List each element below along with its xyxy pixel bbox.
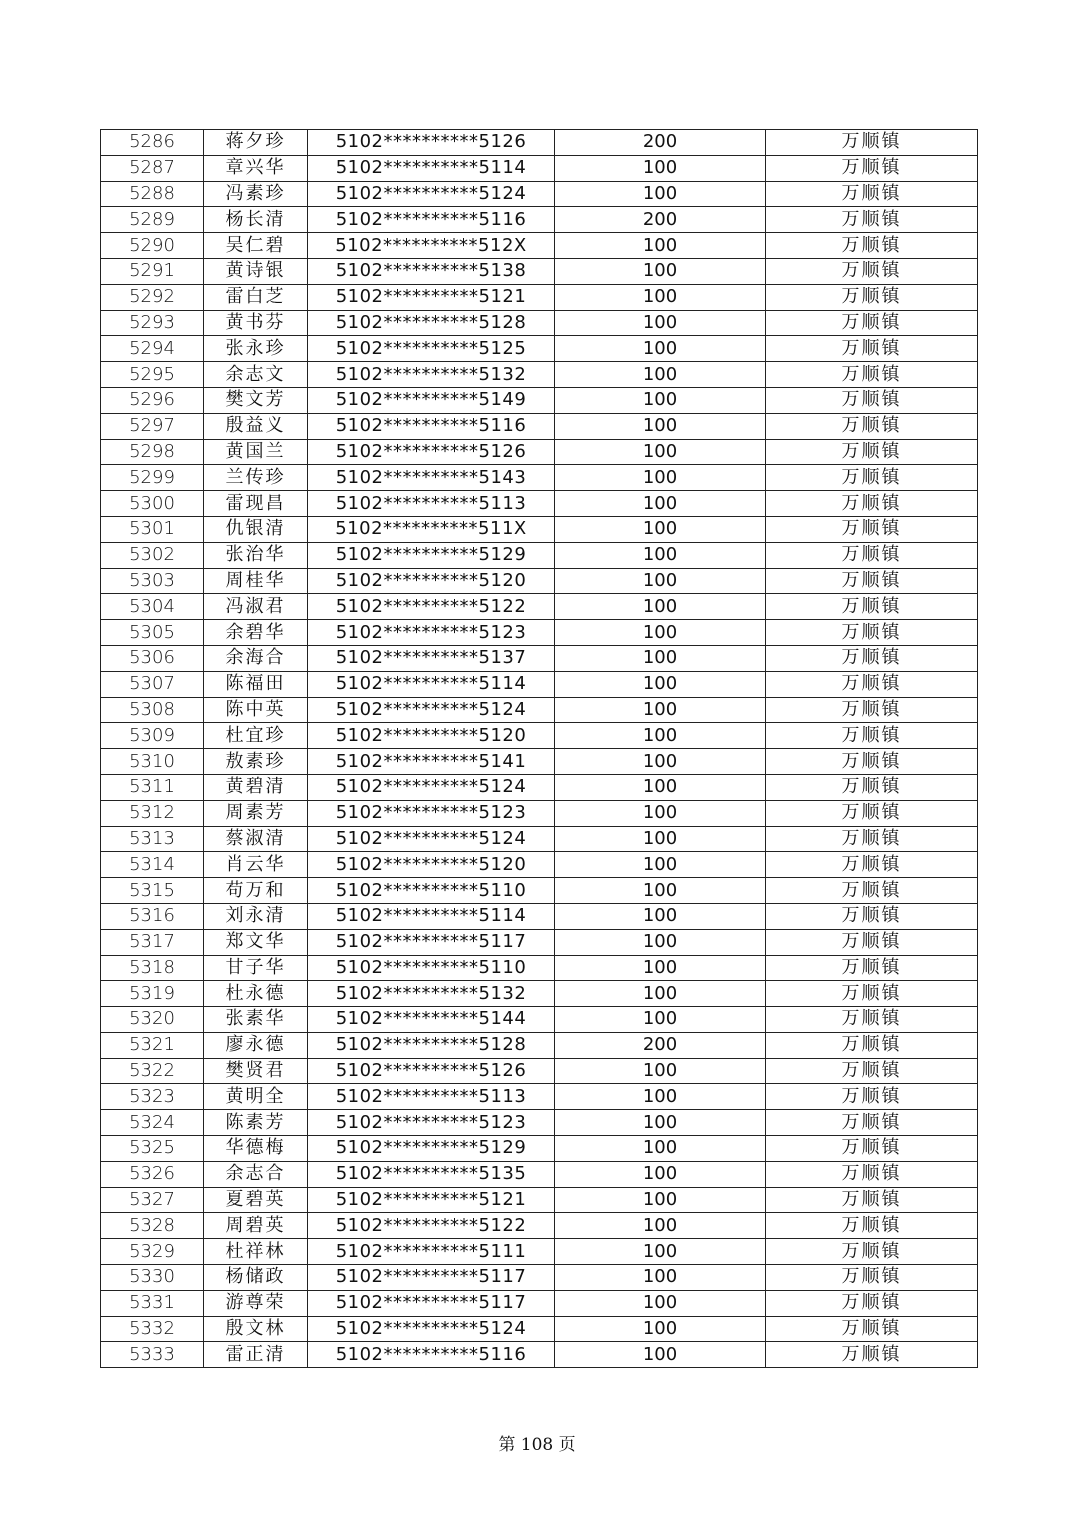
name-cell: 殷文林 [204,1316,308,1342]
id-number-cell: 5102**********5114 [308,155,555,181]
town-cell: 万顺镇 [766,181,978,207]
table-row [101,1084,978,1110]
row-number-cell: 5289 [101,207,204,233]
row-number-cell: 5319 [101,981,204,1007]
id-number-cell: 5102**********5149 [308,387,555,413]
town-cell: 万顺镇 [766,955,978,981]
table-row [101,284,978,310]
name-cell: 章兴华 [204,155,308,181]
town-cell: 万顺镇 [766,516,978,542]
row-number-cell: 5333 [101,1342,204,1368]
id-number-cell: 5102**********5110 [308,878,555,904]
id-number-cell: 5102**********5123 [308,1110,555,1136]
id-number-cell: 5102**********5116 [308,413,555,439]
town-cell: 万顺镇 [766,1239,978,1265]
row-number-cell: 5292 [101,284,204,310]
amount-cell: 100 [555,1342,766,1368]
table-row [101,387,978,413]
town-cell: 万顺镇 [766,1136,978,1162]
town-cell: 万顺镇 [766,387,978,413]
amount-cell: 100 [555,929,766,955]
row-number-cell: 5321 [101,1032,204,1058]
name-cell: 华德梅 [204,1136,308,1162]
amount-cell: 100 [555,1187,766,1213]
row-number-cell: 5291 [101,258,204,284]
table-row [101,1136,978,1162]
town-cell: 万顺镇 [766,1342,978,1368]
name-cell: 廖永德 [204,1032,308,1058]
amount-cell: 100 [555,594,766,620]
amount-cell: 100 [555,903,766,929]
table-row [101,310,978,336]
id-number-cell: 5102**********5124 [308,181,555,207]
town-cell: 万顺镇 [766,929,978,955]
name-cell: 陈中英 [204,697,308,723]
amount-cell: 200 [555,1032,766,1058]
id-number-cell: 5102**********5128 [308,1032,555,1058]
id-number-cell: 5102**********5120 [308,852,555,878]
name-cell: 仇银清 [204,516,308,542]
row-number-cell: 5313 [101,826,204,852]
row-number-cell: 5288 [101,181,204,207]
id-number-cell: 5102**********5117 [308,929,555,955]
row-number-cell: 5302 [101,542,204,568]
row-number-cell: 5316 [101,903,204,929]
town-cell: 万顺镇 [766,903,978,929]
table-row [101,181,978,207]
table-row [101,1110,978,1136]
name-cell: 蒋夕珍 [204,130,308,156]
id-number-cell: 5102**********5123 [308,800,555,826]
id-number-cell: 5102**********5129 [308,1136,555,1162]
amount-cell: 100 [555,723,766,749]
amount-cell: 100 [555,878,766,904]
id-number-cell: 5102**********5113 [308,1084,555,1110]
amount-cell: 100 [555,1316,766,1342]
name-cell: 兰传珍 [204,465,308,491]
id-number-cell: 5102**********5128 [308,310,555,336]
town-cell: 万顺镇 [766,1084,978,1110]
amount-cell: 100 [555,1007,766,1033]
table-row [101,1161,978,1187]
table-row [101,903,978,929]
name-cell: 樊文芳 [204,387,308,413]
name-cell: 黄明全 [204,1084,308,1110]
id-number-cell: 5102**********5111 [308,1239,555,1265]
amount-cell: 100 [555,1084,766,1110]
id-number-cell: 5102**********5116 [308,1342,555,1368]
table-row [101,929,978,955]
table-row [101,697,978,723]
name-cell: 杜永德 [204,981,308,1007]
town-cell: 万顺镇 [766,413,978,439]
amount-cell: 100 [555,800,766,826]
amount-cell: 200 [555,130,766,156]
name-cell: 杨储政 [204,1265,308,1291]
name-cell: 黄书芬 [204,310,308,336]
row-number-cell: 5323 [101,1084,204,1110]
name-cell: 周素芳 [204,800,308,826]
amount-cell: 100 [555,826,766,852]
row-number-cell: 5304 [101,594,204,620]
id-number-cell: 5102**********5141 [308,749,555,775]
id-number-cell: 5102**********5114 [308,671,555,697]
table-row [101,516,978,542]
row-number-cell: 5331 [101,1290,204,1316]
amount-cell: 100 [555,387,766,413]
table-row [101,336,978,362]
row-number-cell: 5290 [101,233,204,259]
row-number-cell: 5299 [101,465,204,491]
id-number-cell: 5102**********5123 [308,620,555,646]
id-number-cell: 5102**********5114 [308,903,555,929]
roster-table-body [101,130,978,1368]
amount-cell: 100 [555,1058,766,1084]
town-cell: 万顺镇 [766,774,978,800]
row-number-cell: 5312 [101,800,204,826]
id-number-cell: 5102**********5124 [308,774,555,800]
amount-cell: 100 [555,1161,766,1187]
amount-cell: 100 [555,233,766,259]
table-row [101,826,978,852]
row-number-cell: 5286 [101,130,204,156]
row-number-cell: 5315 [101,878,204,904]
name-cell: 吴仁碧 [204,233,308,259]
name-cell: 黄国兰 [204,439,308,465]
amount-cell: 100 [555,181,766,207]
row-number-cell: 5330 [101,1265,204,1291]
town-cell: 万顺镇 [766,749,978,775]
town-cell: 万顺镇 [766,800,978,826]
name-cell: 杨长清 [204,207,308,233]
town-cell: 万顺镇 [766,336,978,362]
name-cell: 余碧华 [204,620,308,646]
table-row [101,1342,978,1368]
name-cell: 余志合 [204,1161,308,1187]
town-cell: 万顺镇 [766,465,978,491]
name-cell: 肖云华 [204,852,308,878]
town-cell: 万顺镇 [766,1110,978,1136]
town-cell: 万顺镇 [766,1213,978,1239]
table-row [101,723,978,749]
name-cell: 余志文 [204,362,308,388]
amount-cell: 100 [555,620,766,646]
amount-cell: 100 [555,1110,766,1136]
table-row [101,233,978,259]
amount-cell: 100 [555,439,766,465]
town-cell: 万顺镇 [766,878,978,904]
id-number-cell: 5102**********5143 [308,465,555,491]
name-cell: 周桂华 [204,568,308,594]
id-number-cell: 5102**********5126 [308,1058,555,1084]
id-number-cell: 5102**********5126 [308,130,555,156]
amount-cell: 100 [555,465,766,491]
name-cell: 苟万和 [204,878,308,904]
town-cell: 万顺镇 [766,568,978,594]
town-cell: 万顺镇 [766,130,978,156]
row-number-cell: 5295 [101,362,204,388]
town-cell: 万顺镇 [766,826,978,852]
name-cell: 陈福田 [204,671,308,697]
name-cell: 周碧英 [204,1213,308,1239]
row-number-cell: 5297 [101,413,204,439]
table-row [101,645,978,671]
amount-cell: 100 [555,697,766,723]
row-number-cell: 5309 [101,723,204,749]
town-cell: 万顺镇 [766,310,978,336]
id-number-cell: 5102**********5113 [308,491,555,517]
row-number-cell: 5326 [101,1161,204,1187]
town-cell: 万顺镇 [766,1161,978,1187]
table-row [101,1316,978,1342]
row-number-cell: 5320 [101,1007,204,1033]
amount-cell: 100 [555,1136,766,1162]
town-cell: 万顺镇 [766,620,978,646]
amount-cell: 100 [555,645,766,671]
id-number-cell: 5102**********5129 [308,542,555,568]
row-number-cell: 5324 [101,1110,204,1136]
town-cell: 万顺镇 [766,645,978,671]
id-number-cell: 5102**********512X [308,233,555,259]
id-number-cell: 5102**********5132 [308,362,555,388]
town-cell: 万顺镇 [766,981,978,1007]
amount-cell: 100 [555,258,766,284]
table-row [101,1213,978,1239]
amount-cell: 100 [555,155,766,181]
town-cell: 万顺镇 [766,1058,978,1084]
id-number-cell: 5102**********5124 [308,697,555,723]
table-row [101,568,978,594]
amount-cell: 200 [555,207,766,233]
table-row [101,1290,978,1316]
town-cell: 万顺镇 [766,594,978,620]
amount-cell: 100 [555,1213,766,1239]
name-cell: 黄碧清 [204,774,308,800]
name-cell: 杜祥林 [204,1239,308,1265]
table-row [101,362,978,388]
table-row [101,671,978,697]
id-number-cell: 5102**********5122 [308,1213,555,1239]
name-cell: 张治华 [204,542,308,568]
table-row [101,774,978,800]
table-row [101,620,978,646]
name-cell: 张素华 [204,1007,308,1033]
town-cell: 万顺镇 [766,233,978,259]
amount-cell: 100 [555,671,766,697]
town-cell: 万顺镇 [766,1007,978,1033]
row-number-cell: 5293 [101,310,204,336]
table-row [101,465,978,491]
amount-cell: 100 [555,1239,766,1265]
town-cell: 万顺镇 [766,439,978,465]
id-number-cell: 5102**********5135 [308,1161,555,1187]
amount-cell: 100 [555,568,766,594]
name-cell: 余海合 [204,645,308,671]
id-number-cell: 5102**********5121 [308,1187,555,1213]
table-row [101,955,978,981]
amount-cell: 100 [555,362,766,388]
table-row [101,542,978,568]
amount-cell: 100 [555,1290,766,1316]
table-row [101,749,978,775]
row-number-cell: 5306 [101,645,204,671]
row-number-cell: 5327 [101,1187,204,1213]
row-number-cell: 5318 [101,955,204,981]
amount-cell: 100 [555,749,766,775]
town-cell: 万顺镇 [766,1316,978,1342]
name-cell: 杜宜珍 [204,723,308,749]
id-number-cell: 5102**********5137 [308,645,555,671]
town-cell: 万顺镇 [766,284,978,310]
table-row [101,878,978,904]
town-cell: 万顺镇 [766,542,978,568]
roster-table [100,129,978,1368]
name-cell: 雷现昌 [204,491,308,517]
table-row [101,491,978,517]
id-number-cell: 5102**********5124 [308,1316,555,1342]
id-number-cell: 5102**********5126 [308,439,555,465]
amount-cell: 100 [555,1265,766,1291]
name-cell: 甘子华 [204,955,308,981]
row-number-cell: 5317 [101,929,204,955]
table-row [101,1187,978,1213]
table-row [101,207,978,233]
row-number-cell: 5305 [101,620,204,646]
id-number-cell: 5102**********5121 [308,284,555,310]
amount-cell: 100 [555,516,766,542]
amount-cell: 100 [555,542,766,568]
id-number-cell: 5102**********5144 [308,1007,555,1033]
name-cell: 雷白芝 [204,284,308,310]
name-cell: 樊贤君 [204,1058,308,1084]
row-number-cell: 5310 [101,749,204,775]
town-cell: 万顺镇 [766,1187,978,1213]
name-cell: 冯淑君 [204,594,308,620]
town-cell: 万顺镇 [766,362,978,388]
table-row [101,1032,978,1058]
table-row [101,258,978,284]
table-row [101,1265,978,1291]
row-number-cell: 5325 [101,1136,204,1162]
id-number-cell: 5102**********5124 [308,826,555,852]
table-row [101,439,978,465]
id-number-cell: 5102**********5110 [308,955,555,981]
town-cell: 万顺镇 [766,697,978,723]
name-cell: 殷益义 [204,413,308,439]
table-row [101,981,978,1007]
town-cell: 万顺镇 [766,1290,978,1316]
row-number-cell: 5294 [101,336,204,362]
row-number-cell: 5296 [101,387,204,413]
row-number-cell: 5307 [101,671,204,697]
id-number-cell: 5102**********5122 [308,594,555,620]
id-number-cell: 5102**********5117 [308,1290,555,1316]
row-number-cell: 5314 [101,852,204,878]
row-number-cell: 5322 [101,1058,204,1084]
name-cell: 敖素珍 [204,749,308,775]
town-cell: 万顺镇 [766,671,978,697]
town-cell: 万顺镇 [766,207,978,233]
name-cell: 冯素珍 [204,181,308,207]
town-cell: 万顺镇 [766,491,978,517]
row-number-cell: 5287 [101,155,204,181]
table-row [101,594,978,620]
town-cell: 万顺镇 [766,155,978,181]
name-cell: 黄诗银 [204,258,308,284]
name-cell: 游尊荣 [204,1290,308,1316]
row-number-cell: 5308 [101,697,204,723]
row-number-cell: 5332 [101,1316,204,1342]
table-row [101,1007,978,1033]
amount-cell: 100 [555,284,766,310]
name-cell: 刘永清 [204,903,308,929]
row-number-cell: 5300 [101,491,204,517]
name-cell: 张永珍 [204,336,308,362]
town-cell: 万顺镇 [766,1032,978,1058]
table-row [101,1239,978,1265]
amount-cell: 100 [555,491,766,517]
table-row [101,852,978,878]
id-number-cell: 5102**********5132 [308,981,555,1007]
row-number-cell: 5311 [101,774,204,800]
row-number-cell: 5301 [101,516,204,542]
table-row [101,413,978,439]
id-number-cell: 5102**********511X [308,516,555,542]
town-cell: 万顺镇 [766,852,978,878]
amount-cell: 100 [555,336,766,362]
table-row [101,155,978,181]
name-cell: 蔡淑清 [204,826,308,852]
amount-cell: 100 [555,413,766,439]
name-cell: 郑文华 [204,929,308,955]
row-number-cell: 5303 [101,568,204,594]
amount-cell: 100 [555,774,766,800]
id-number-cell: 5102**********5120 [308,723,555,749]
amount-cell: 100 [555,955,766,981]
town-cell: 万顺镇 [766,258,978,284]
amount-cell: 100 [555,981,766,1007]
table-row [101,1058,978,1084]
town-cell: 万顺镇 [766,1265,978,1291]
row-number-cell: 5329 [101,1239,204,1265]
table-row [101,800,978,826]
id-number-cell: 5102**********5125 [308,336,555,362]
name-cell: 陈素芳 [204,1110,308,1136]
row-number-cell: 5328 [101,1213,204,1239]
table-row [101,130,978,156]
amount-cell: 100 [555,852,766,878]
id-number-cell: 5102**********5138 [308,258,555,284]
id-number-cell: 5102**********5117 [308,1265,555,1291]
row-number-cell: 5298 [101,439,204,465]
id-number-cell: 5102**********5120 [308,568,555,594]
name-cell: 雷正清 [204,1342,308,1368]
name-cell: 夏碧英 [204,1187,308,1213]
page-number: 第 108 页 [498,1435,576,1455]
town-cell: 万顺镇 [766,723,978,749]
amount-cell: 100 [555,310,766,336]
id-number-cell: 5102**********5116 [308,207,555,233]
